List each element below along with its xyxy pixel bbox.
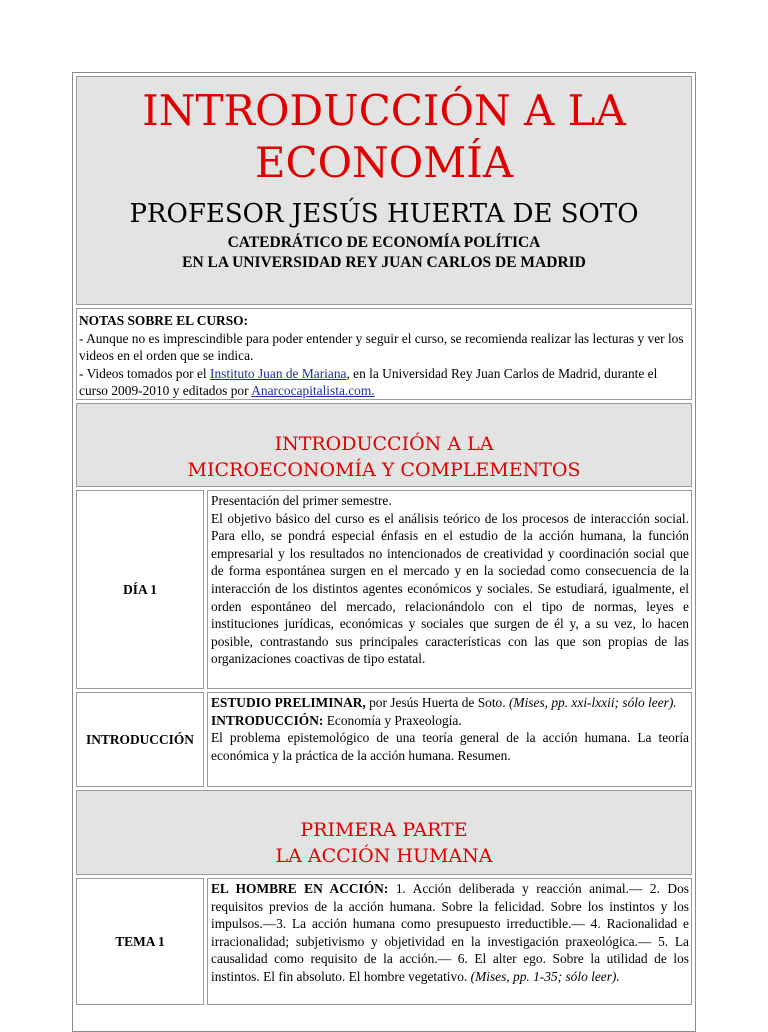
notes-line-2 bbox=[79, 365, 689, 400]
section-1-line-1: INTRODUCCIÓN A LA bbox=[274, 433, 494, 455]
notes-line-2-prefix: - Videos tomados por el bbox=[79, 365, 210, 381]
section-2-line-1: PRIMERA PARTE bbox=[300, 819, 468, 841]
intro-rest: Economía y Praxeología. bbox=[323, 712, 462, 728]
intro-bold: INTRODUCCIÓN: bbox=[211, 712, 324, 728]
course-notes bbox=[76, 308, 692, 400]
section-1-line-2: MICROECONOMÍA Y COMPLEMENTOS bbox=[187, 459, 581, 481]
section-header-primera-parte bbox=[76, 790, 692, 875]
course-table bbox=[72, 72, 696, 1032]
tema1-bold: EL HOMBRE EN ACCIÓN: bbox=[211, 881, 389, 896]
header-cell bbox=[76, 76, 692, 305]
intro-label-text: INTRODUCCIÓN bbox=[86, 731, 194, 747]
anarcocapitalista-link[interactable]: Anarcocapitalista.com. bbox=[251, 383, 375, 399]
intro-text: El problema epistemológico de una teoría general de la acción humana. La teoría económica y la práctica de la acción humana. Resumen. bbox=[211, 730, 689, 763]
tema1-italic: (Mises, pp. 1-35; sólo leer). bbox=[470, 968, 620, 984]
dia1-line-1: Presentación del primer semestre. bbox=[211, 493, 392, 508]
intro-description bbox=[207, 692, 692, 787]
tema1-label-text: TEMA 1 bbox=[115, 933, 165, 949]
notes-heading: NOTAS SOBRE EL CURSO: bbox=[79, 313, 249, 328]
intro-label bbox=[76, 692, 204, 787]
section-2-line-2: LA ACCIÓN HUMANA bbox=[275, 845, 493, 867]
title-line-2: ECONOMÍA bbox=[254, 138, 514, 187]
tema1-content bbox=[211, 880, 689, 986]
estudio-italic: (Mises, pp. xxi-lxxii; sólo leer). bbox=[508, 695, 677, 710]
professor-name: PROFESOR JESÚS HUERTA DE SOTO bbox=[129, 199, 639, 229]
dia1-label-text: DÍA 1 bbox=[123, 581, 157, 597]
estudio-rest: por Jesús Huerta de Soto. bbox=[365, 695, 509, 710]
intro-heading bbox=[211, 712, 689, 730]
intro-estudio bbox=[211, 694, 689, 712]
dia1-label bbox=[76, 490, 204, 689]
tema1-text: 1. Acción deliberada y reacción animal.— 2. Dos requisitos previos de la acción humana. Sobre la felicidad. Sobre los instintos y los impulsos.—3. La acción humana como presupuesto irreductible.— 4. Racionalidad e irracionalidad; subjetivismo y objetividad en la investigación praxeológica.— 5. La causalidad como requisito de la acción.— 6. El alter ego. Sobre la utilidad de los instintos. El fin absoluto. El hombre vegetativo. bbox=[211, 881, 689, 984]
professor-position-2: EN LA UNIVERSIDAD REY JUAN CARLOS DE MADRID bbox=[182, 254, 586, 271]
notes-line-2-mid: , en la Universidad Rey Juan Carlos de Madrid, durante el curso 2009-2010 y editados por bbox=[79, 365, 658, 399]
course-title bbox=[77, 85, 691, 189]
tema1-description bbox=[207, 878, 692, 1005]
dia1-text: El objetivo básico del curso es el análisis teórico de los procesos de interacción social. Para ello, se pondrá especial énfasis en el estudio de la acción humana, la función empresarial y los resultados no intencionados de creatividad y coordinación social que de forma espontánea surgen en el mercado y en la sociedad como consecuencia de la interacción de los distintos agentes económicos y sociales. Se estudiará, igualmente, el orden espontáneo del mercado, relacionándolo con el tipo de normas, leyes e instituciones jurídicas, económicas y sociales que surgen de él y, a su vez, lo hacen posible, contrastando sus principales características con las que son propias de las organizaciones coactivas de tipo estatal. bbox=[211, 510, 689, 667]
estudio-bold: ESTUDIO PRELIMINAR, bbox=[211, 695, 366, 710]
instituto-link[interactable]: Instituto Juan de Mariana bbox=[209, 365, 347, 381]
section-header-microeconomia bbox=[76, 403, 692, 487]
notes-line-1: - Aunque no es imprescindible para poder entender y seguir el curso, se recomienda realizar las lecturas y ver los videos en el orden que se indica. bbox=[79, 330, 684, 364]
title-line-1: INTRODUCCIÓN A LA bbox=[142, 86, 626, 135]
professor-position-1: CATEDRÁTICO DE ECONOMÍA POLÍTICA bbox=[227, 234, 541, 251]
dia1-description bbox=[207, 490, 692, 689]
tema1-label bbox=[76, 878, 204, 1005]
